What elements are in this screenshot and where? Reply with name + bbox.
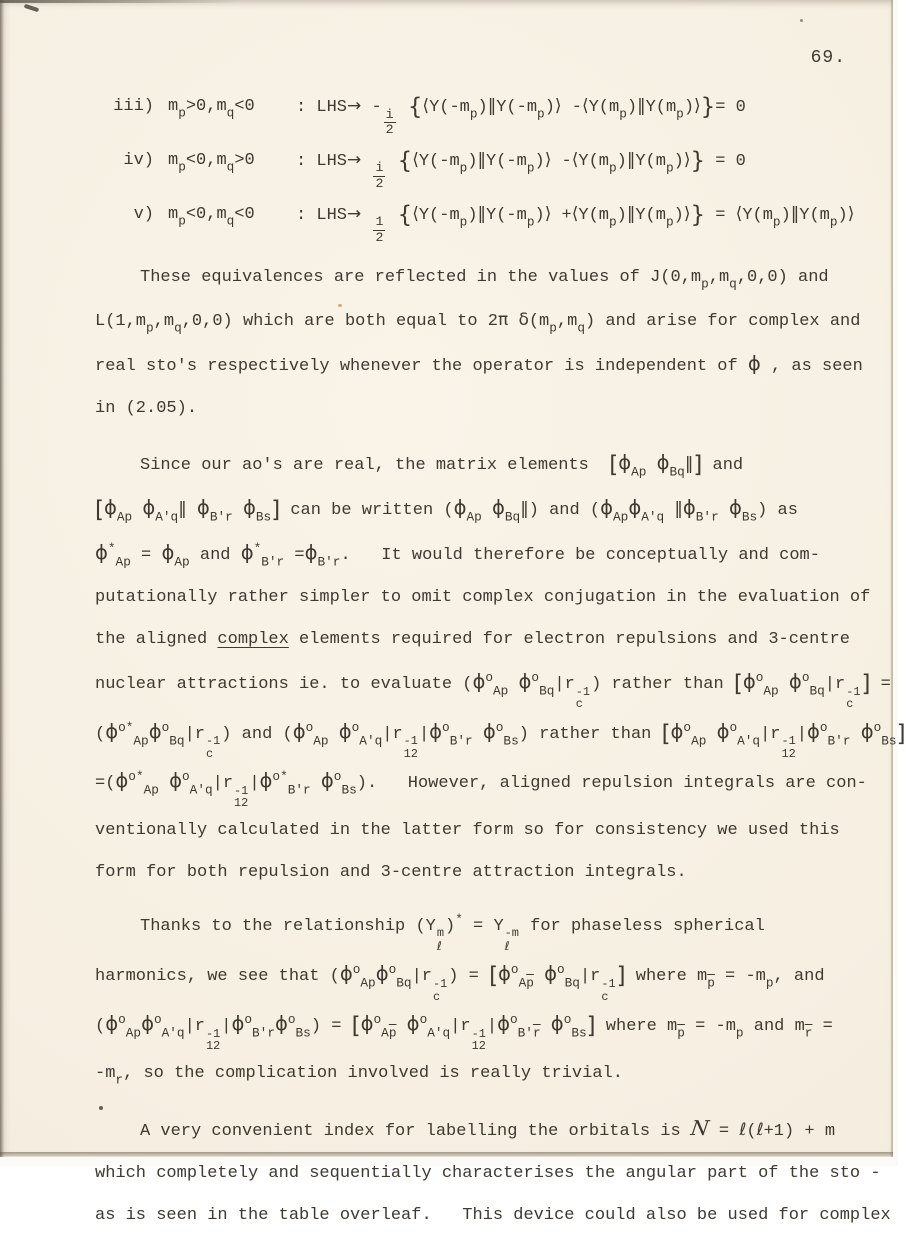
- text-line: ($\phi^o_{Ap}\phi^o_{A'q}|r$ -1 12 $|\phi^o_{B'r}\phi^o_{Bs}) = [\phi^o_{A\overline{p}}$ $\phi^o_{A'q}|r$ -1 12 $|\phi^o_{B'\overline{r}}$ $\phi^o_{Bs}$] where $m_{\overline{p}} = -m_p$ and $m_{\overline{r}}$ =: [95, 1012, 833, 1054]
- text-line: the aligned complex elements required for electron repulsions and 3-centre: [95, 630, 850, 650]
- text-line: Thanks to the relationship (Y m ℓ )* = Y -m ℓ for phaseless spherical: [140, 911, 765, 953]
- page-number: 69.: [810, 48, 846, 68]
- text-line: A very convenient index for labelling the orbitals is N = ℓ(ℓ+1) + m: [140, 1115, 836, 1141]
- scan-speck: [800, 19, 803, 22]
- condition-label: iv): [123, 150, 154, 170]
- text-line: ventionally calculated in the latter form so for consistency we used this: [95, 820, 840, 840]
- text-line: Since our ao's are real, the matrix elements [$\phi_{Ap}$ $\phi_{Bq}‖$] and: [140, 451, 744, 480]
- conditions-block: [95, 84, 895, 245]
- condition-label: iii): [113, 97, 154, 116]
- paragraph: [95, 442, 906, 894]
- scan-edge-top: [0, 0, 240, 3]
- condition-equation: : LHS→ $\frac{i}{2}$ {$⟨Y(-m_p)‖Y(-m_p)⟩$ $-⟨Y(m_p)‖Y(m_p)⟩\} = 0$: [296, 147, 746, 191]
- text-line: harmonics, we see that ($\phi^o_{Ap}\phi^o_{Bq}|r$ -1 c ) = [$\phi^o_{A\overline{p}}$ $\phi^o_{Bq}|r$ -1 c ] where $m_{\overline{p}} = -m_p$, and: [95, 962, 825, 1004]
- condition-label: v): [133, 204, 154, 224]
- condition-expression: $m_p<0,m_q<0$: [168, 204, 255, 228]
- text-line: [$\phi_{Ap}$ $\phi_{A'q}‖$ $\phi_{B'r}$ $\phi_{Bs}$] can be written ($\phi_{Ap}$ $\phi_{Bq}‖$) and ($\phi_{Ap}\phi_{A'q}$ $‖\phi_{B'r}$ $\phi_{Bs}$) as: [95, 496, 798, 525]
- condition-expression: $m_p>0,m_q<0$: [168, 97, 255, 121]
- condition-equation: : LHS→ - $\frac{i}{2}$ {$⟨Y(-m_p)‖Y(-m_p)⟩$ $-⟨Y(m_p)‖Y(m_p)⟩\}= 0$: [296, 94, 746, 138]
- text-line: in (2.05).: [95, 399, 198, 419]
- text-line: real sto's respectively whenever the operator is independent of ϕ , as seen: [95, 352, 863, 377]
- text-line: $\phi^*_{Ap} = \phi_{Ap}$ and $\phi^*_{B'r} =\phi_{B'r}$. It would therefore be conceptually and com-: [95, 541, 820, 570]
- document-body: [95, 84, 906, 1237]
- paragraph: [95, 1107, 895, 1237]
- text-line: $-m_r$, so the complication involved is really trivial.: [95, 1063, 623, 1087]
- scan-edge-left: [0, 0, 4, 1157]
- condition-equation: : LHS→ $\frac{1}{2}$ {$⟨Y(-m_p)‖Y(-m_p)⟩$ $+⟨Y(m_p)‖Y(m_p)⟩$} = $⟨Y(m_p)‖Y(m_p)⟩$: [296, 201, 855, 245]
- text-line: $=(\phi^{o*}_{Ap}$ $\phi^o_{A'q}|r$ -1 12 $|\phi^{o*}_{B'r}$ $\phi^o_{Bs}$). However, aligned repulsion integrals are con-: [95, 769, 867, 811]
- paragraph: [95, 257, 895, 430]
- text-line: These equivalences are reflected in the values of $J(0,m_p,m_q,0,0)$ and: [140, 268, 829, 292]
- condition-row: [95, 192, 895, 246]
- condition-expression: $m_p<0,m_q>0$: [168, 150, 255, 175]
- condition-row: [95, 138, 895, 192]
- paragraph: [95, 906, 895, 1095]
- text-line: $L(1,m_p,m_q,0,0)$ which are both equal to 2π $\delta(m_p,m_q)$ and arise for complex and: [95, 310, 861, 336]
- condition-row: [95, 84, 895, 138]
- text-line: which completely and sequentially characterises the angular part of the sto -: [95, 1163, 881, 1183]
- text-line: putationally rather simpler to omit complex conjugation in the evaluation of: [95, 588, 871, 608]
- text-line: as is seen in the table overleaf. This device could also be used for complex: [95, 1205, 891, 1225]
- text-line: form for both repulsion and 3-centre attraction integrals.: [95, 862, 687, 882]
- text-line: nuclear attractions ie. to evaluate ($\phi^o_{Ap}$ $\phi^o_{Bq}|r$ -1 c ) rather than [$\phi^o_{Ap}$ $\phi^o_{Bq}|r$ -1 c ] =: [95, 670, 891, 712]
- text-line: ($\phi^{o*}_{Ap}\phi^o_{Bq}|r$ -1 c ) and ($\phi^o_{Ap}$ $\phi^o_{A'q}|r$ -1 12 $|\phi^o_{B'r}$ $\phi^o_{Bs}$) rather than [$\phi^o_{Ap}$ $\phi^o_{A'q}|r$ -1 12 $|\phi^o_{B'r}$ $\phi^o_{Bs}$]: [95, 719, 906, 761]
